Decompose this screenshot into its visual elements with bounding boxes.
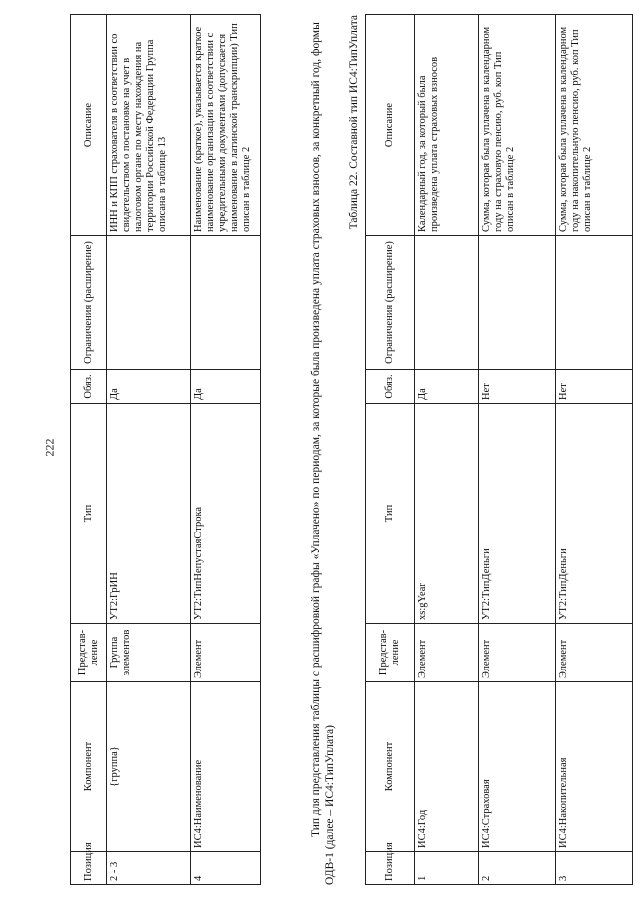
cell-description: Сумма, которая была уплачена в календарном году на страховую пенсию, руб. коп Тип описан в таблице 2 — [478, 15, 555, 236]
header-type: Тип — [366, 404, 415, 624]
table-top — [70, 14, 261, 885]
cell-required: Да — [414, 370, 478, 404]
header-representation: Представ-ление — [71, 624, 107, 682]
header-description: Описание — [71, 15, 107, 236]
header-description: Описание — [366, 15, 415, 236]
header-required: Обяз. — [366, 370, 415, 404]
cell-representation: Элемент — [478, 624, 555, 682]
header-component: Компонент — [366, 682, 415, 852]
cell-component: ИС4:Наименование — [191, 682, 261, 852]
table-header-row — [366, 15, 415, 885]
header-restrictions: Ограничения (расширение) — [71, 236, 107, 370]
header-position: Позиция — [71, 852, 107, 885]
table-row — [191, 15, 261, 885]
cell-description: Наименование (краткое), указывается краткое наименование организации в соответствии с учредительными документами (допускается наименование в латинской транскрипции) Тип описан в таблице 2 — [191, 15, 261, 236]
cell-description: Сумма, которая была уплачена в календарном году на накопительную пенсию, руб. коп Тип описан в таблице 2 — [555, 15, 632, 236]
cell-component: ИС4:Накопительная — [555, 682, 632, 852]
table-header-row — [71, 15, 107, 885]
cell-restrictions — [191, 236, 261, 370]
cell-pos: 4 — [191, 852, 261, 885]
cell-component: ИС4:Год — [414, 682, 478, 852]
cell-pos: 3 — [555, 852, 632, 885]
header-type: Тип — [71, 404, 107, 624]
cell-required: Да — [107, 370, 191, 404]
cell-representation: Элемент — [414, 624, 478, 682]
cell-required: Нет — [555, 370, 632, 404]
table-row — [478, 15, 555, 885]
cell-pos: 1 — [414, 852, 478, 885]
cell-restrictions — [478, 236, 555, 370]
cell-pos: 2 - 3 — [107, 852, 191, 885]
cell-restrictions — [555, 236, 632, 370]
table-bottom — [365, 14, 633, 885]
cell-component: ИС4:Страховая — [478, 682, 555, 852]
table-caption: Таблица 22. Составной тип ИС4:ТипУплата — [348, 15, 360, 230]
cell-restrictions — [107, 236, 191, 370]
header-restrictions: Ограничения (расширение) — [366, 236, 415, 370]
cell-representation: Элемент — [191, 624, 261, 682]
cell-required: Да — [191, 370, 261, 404]
header-component: Компонент — [71, 682, 107, 852]
cell-pos: 2 — [478, 852, 555, 885]
header-required: Обяз. — [71, 370, 107, 404]
cell-description: ИНН и КПП страхователя в соответствии со свидетельством о постановке на учет в налоговом органе по месту нахождения на территории Российской Федерации Группа описана в таблице 13 — [107, 15, 191, 236]
cell-type: xs:gYear — [414, 404, 478, 624]
intro-paragraph: Тип для представления таблицы с расшифровкой графы «Уплачено» по периодам, за которые была произведена уплата страховых взносов, за конкретный год, формы ОДВ-1 (далее – ИС4:ТипУплата) — [310, 22, 336, 885]
cell-component: {группа} — [107, 682, 191, 852]
header-representation: Представ-ление — [366, 624, 415, 682]
cell-type: УТ2:ТипНепустаяСтрока — [191, 404, 261, 624]
header-position: Позиция — [366, 852, 415, 885]
cell-representation: Группа элементов — [107, 624, 191, 682]
cell-type: УТ2:ТипДеньги — [478, 404, 555, 624]
cell-required: Нет — [478, 370, 555, 404]
cell-type: УТ2:ГрИН — [107, 404, 191, 624]
cell-restrictions — [414, 236, 478, 370]
cell-type: УТ2:ТипДеньги — [555, 404, 632, 624]
cell-representation: Элемент — [555, 624, 632, 682]
cell-description: Календарный год, за который была произведена уплата страховых взносов — [414, 15, 478, 236]
table-row — [555, 15, 632, 885]
table-row — [107, 15, 191, 885]
page-number: 222 — [42, 438, 57, 457]
rotated-content — [70, 15, 630, 885]
table-row — [414, 15, 478, 885]
